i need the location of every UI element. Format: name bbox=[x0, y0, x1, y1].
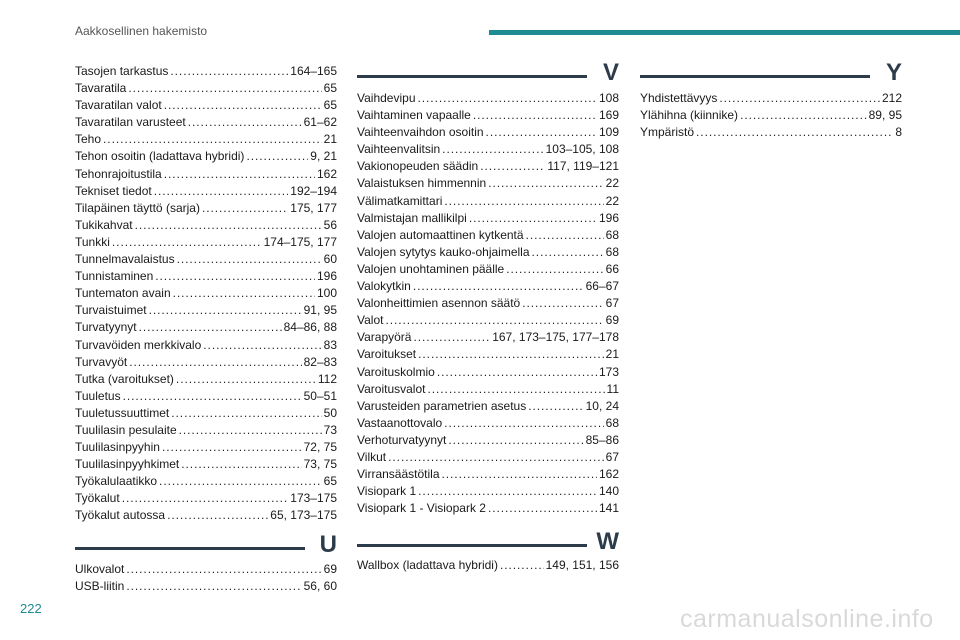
index-term: Wallbox (ladattava hybridi) bbox=[357, 558, 498, 572]
dot-leader bbox=[188, 114, 302, 131]
index-term: Valojen unohtaminen päälle bbox=[357, 261, 505, 276]
dot-leader bbox=[719, 90, 880, 107]
index-term: Tuulilasinpyyhin bbox=[75, 440, 160, 455]
index-term: Työkalulaatikko bbox=[75, 474, 158, 489]
section-header-v bbox=[357, 59, 619, 89]
dot-leader bbox=[181, 456, 301, 473]
page-reference[interactable]: 173–175 bbox=[290, 491, 337, 506]
index-term: Vaihteenvalitsin bbox=[357, 142, 441, 157]
index-entry[interactable] bbox=[357, 107, 619, 124]
dot-leader bbox=[480, 158, 545, 175]
page-reference[interactable]: 21 bbox=[323, 132, 337, 147]
index-section-v bbox=[357, 90, 619, 517]
index-term: Ulkovalot bbox=[75, 562, 125, 576]
page-reference[interactable]: 73 bbox=[323, 422, 337, 437]
page-reference[interactable]: 22 bbox=[605, 193, 619, 208]
index-entry[interactable] bbox=[357, 278, 619, 295]
dot-leader bbox=[444, 193, 603, 210]
index-term: Varoitusvalot bbox=[357, 381, 426, 396]
page-reference[interactable]: 173 bbox=[598, 364, 619, 379]
dot-leader bbox=[246, 148, 308, 165]
dot-leader bbox=[149, 302, 302, 319]
index-entry[interactable] bbox=[357, 261, 619, 278]
index-term: Ympäristö bbox=[640, 125, 695, 140]
page-reference[interactable]: 72, 75 bbox=[303, 440, 337, 455]
index-entry[interactable] bbox=[357, 90, 619, 107]
index-entry[interactable] bbox=[357, 227, 619, 244]
page-reference[interactable]: 68 bbox=[605, 244, 619, 259]
index-term: Tuuletus bbox=[75, 388, 121, 403]
index-term: Vaihteenvaihdon osoitin bbox=[357, 125, 484, 140]
dot-leader bbox=[528, 398, 583, 415]
index-term: Visiopark 1 - Visiopark 2 bbox=[357, 501, 486, 516]
index-entry[interactable] bbox=[357, 466, 619, 483]
index-term: Varusteiden parametrien asetus bbox=[357, 398, 527, 413]
page-reference[interactable]: 140 bbox=[598, 484, 619, 499]
page-reference[interactable]: 68 bbox=[605, 227, 619, 242]
page-reference[interactable]: 174–175, 177 bbox=[263, 234, 337, 249]
index-term: Tavaratila bbox=[75, 81, 127, 96]
index-entry[interactable] bbox=[75, 439, 337, 456]
index-entry[interactable] bbox=[357, 432, 619, 449]
index-section-u bbox=[75, 561, 337, 595]
index-term: Välimatkamittari bbox=[357, 193, 443, 208]
dot-leader bbox=[103, 131, 322, 148]
page-reference[interactable]: 50 bbox=[323, 405, 337, 420]
page-reference[interactable]: 21 bbox=[605, 347, 619, 362]
index-term: Työkalut autossa bbox=[75, 508, 166, 523]
index-entry[interactable] bbox=[75, 97, 337, 114]
index-entry[interactable] bbox=[640, 107, 902, 124]
page-reference[interactable]: 100 bbox=[316, 286, 337, 301]
dot-leader bbox=[486, 124, 597, 141]
index-entry[interactable] bbox=[357, 124, 619, 141]
dot-leader bbox=[413, 278, 584, 295]
page-reference[interactable]: 65, 173–175 bbox=[270, 508, 337, 523]
index-entry[interactable] bbox=[75, 561, 337, 578]
index-term: Valonheittimien asennon säätö bbox=[357, 296, 521, 311]
page-reference[interactable]: 65 bbox=[323, 81, 337, 96]
dot-leader bbox=[112, 234, 262, 251]
index-term: Ylähihna (kiinnike) bbox=[640, 108, 739, 123]
page-reference[interactable]: 83 bbox=[323, 337, 337, 352]
index-entry[interactable] bbox=[357, 193, 619, 210]
index-term: Tekniset tiedot bbox=[75, 183, 152, 198]
dot-leader bbox=[385, 312, 603, 329]
section-rule bbox=[357, 75, 587, 78]
section-header-y bbox=[640, 59, 902, 89]
dot-leader bbox=[177, 251, 322, 268]
page-reference[interactable]: 117, 119–121 bbox=[547, 159, 619, 174]
index-term: Tehon osoitin (ladattava hybridi) bbox=[75, 149, 245, 164]
page-reference[interactable]: 9, 21 bbox=[310, 149, 337, 164]
dot-leader bbox=[179, 422, 322, 439]
page-reference[interactable]: 66–67 bbox=[585, 279, 619, 294]
index-entry[interactable] bbox=[357, 329, 619, 346]
index-term: Vilkut bbox=[357, 449, 387, 464]
index-entry[interactable] bbox=[75, 131, 337, 148]
index-entry[interactable] bbox=[75, 405, 337, 422]
index-term: Vaihtaminen vapaalle bbox=[357, 108, 471, 123]
dot-leader bbox=[135, 217, 322, 234]
index-term: Tunnistaminen bbox=[75, 269, 154, 284]
index-entry[interactable] bbox=[75, 234, 337, 251]
dot-leader bbox=[129, 354, 301, 371]
index-term: Valokytkin bbox=[357, 279, 411, 294]
index-entry[interactable] bbox=[75, 422, 337, 439]
dot-leader bbox=[488, 500, 597, 517]
dot-leader bbox=[162, 439, 302, 456]
index-term: Tukikahvat bbox=[75, 217, 133, 232]
index-entry[interactable] bbox=[640, 124, 902, 141]
index-entry[interactable] bbox=[357, 483, 619, 500]
dot-leader bbox=[532, 244, 604, 261]
page-reference[interactable]: 91, 95 bbox=[303, 303, 337, 318]
dot-leader bbox=[696, 124, 893, 141]
dot-leader bbox=[448, 432, 583, 449]
index-term: Tuulilasinpyyhkimet bbox=[75, 457, 180, 472]
page-reference[interactable]: 89, 95 bbox=[868, 108, 902, 123]
index-entry[interactable] bbox=[75, 63, 337, 80]
dot-leader bbox=[469, 210, 597, 227]
dot-leader bbox=[173, 285, 315, 302]
index-term: Visiopark 1 bbox=[357, 484, 417, 499]
page-reference[interactable]: 67 bbox=[605, 449, 619, 464]
index-term: Valojen automaattinen kytkentä bbox=[357, 227, 524, 242]
page-reference[interactable]: 68 bbox=[605, 415, 619, 430]
index-entry[interactable] bbox=[75, 371, 337, 388]
index-term: Varoituskolmio bbox=[357, 364, 435, 379]
index-entry[interactable] bbox=[357, 398, 619, 415]
header-accent-bar bbox=[489, 30, 960, 35]
index-term: Valojen sytytys kauko-ohjaimella bbox=[357, 244, 530, 259]
index-term: Turvaistuimet bbox=[75, 303, 147, 318]
dot-leader bbox=[388, 449, 604, 466]
dot-leader bbox=[488, 175, 603, 192]
page-reference[interactable]: 212 bbox=[881, 91, 902, 105]
page-reference[interactable]: 112 bbox=[317, 371, 337, 386]
index-term: Tunkki bbox=[75, 234, 110, 249]
index-entry[interactable] bbox=[75, 148, 337, 165]
dot-leader bbox=[159, 473, 322, 490]
dot-leader bbox=[123, 388, 302, 405]
page-number: 222 bbox=[20, 601, 42, 616]
page-reference[interactable]: 196 bbox=[316, 269, 337, 284]
index-entry[interactable] bbox=[357, 158, 619, 175]
index-term: Vaihdevipu bbox=[357, 91, 416, 105]
index-entry[interactable] bbox=[357, 295, 619, 312]
page-reference[interactable]: 103–105, 108 bbox=[545, 142, 619, 157]
index-term: Varapyörä bbox=[357, 330, 412, 345]
dot-leader bbox=[139, 319, 282, 336]
page-reference[interactable]: 196 bbox=[598, 210, 619, 225]
index-entry[interactable] bbox=[75, 200, 337, 217]
index-entry[interactable] bbox=[75, 388, 337, 405]
page-reference[interactable]: 61–62 bbox=[303, 115, 337, 130]
dot-leader bbox=[500, 557, 544, 574]
dot-leader bbox=[526, 227, 604, 244]
index-term: Virransäästötila bbox=[357, 467, 440, 482]
index-term: Teho bbox=[75, 132, 102, 147]
page-reference[interactable]: 167, 173–175, 177–178 bbox=[492, 330, 619, 345]
section-letter: U bbox=[319, 531, 337, 558]
index-term: Tunnelmavalaistus bbox=[75, 252, 175, 267]
page-reference[interactable]: 69 bbox=[323, 562, 337, 576]
section-letter: W bbox=[596, 528, 619, 555]
page-reference[interactable]: 109 bbox=[598, 125, 619, 140]
dot-leader bbox=[170, 63, 288, 80]
header-title: Aakkosellinen hakemisto bbox=[75, 24, 208, 38]
index-entry[interactable] bbox=[75, 217, 337, 234]
dot-leader bbox=[126, 561, 321, 578]
index-entry[interactable] bbox=[75, 319, 337, 336]
page-reference[interactable]: 162 bbox=[598, 467, 619, 482]
index-term: Varoitukset bbox=[357, 347, 417, 362]
index-term: Valot bbox=[357, 313, 384, 328]
dot-leader bbox=[155, 268, 315, 285]
index-entry[interactable] bbox=[357, 175, 619, 192]
index-term: Valaistuksen himmennin bbox=[357, 176, 487, 191]
dot-leader bbox=[442, 141, 543, 158]
index-entry[interactable] bbox=[75, 337, 337, 354]
index-entry[interactable] bbox=[357, 244, 619, 261]
index-entry[interactable] bbox=[75, 354, 337, 371]
page-reference[interactable]: 169 bbox=[598, 108, 619, 123]
dot-leader bbox=[176, 371, 316, 388]
index-term: Yhdistettävyys bbox=[640, 91, 718, 105]
dot-leader bbox=[444, 415, 603, 432]
dot-leader bbox=[418, 346, 604, 363]
index-entry[interactable] bbox=[357, 346, 619, 363]
index-column-1 bbox=[75, 63, 337, 525]
index-term: Vakionopeuden säädin bbox=[357, 159, 479, 174]
index-entry[interactable] bbox=[75, 490, 337, 507]
dot-leader bbox=[413, 329, 490, 346]
dot-leader bbox=[122, 490, 289, 507]
page-reference[interactable]: 108 bbox=[598, 91, 619, 105]
dot-leader bbox=[473, 107, 597, 124]
index-term: Turvavyöt bbox=[75, 354, 128, 369]
index-entry[interactable] bbox=[75, 302, 337, 319]
dot-leader bbox=[202, 200, 288, 217]
page-reference[interactable]: 67 bbox=[605, 296, 619, 311]
dot-leader bbox=[164, 97, 322, 114]
page-reference[interactable]: 66 bbox=[605, 261, 619, 276]
index-term: Tuntematon avain bbox=[75, 286, 171, 301]
dot-leader bbox=[164, 166, 315, 183]
section-rule bbox=[640, 75, 870, 78]
index-entry[interactable] bbox=[75, 578, 337, 595]
index-term: Tutka (varoitukset) bbox=[75, 371, 174, 386]
index-entry[interactable] bbox=[357, 500, 619, 517]
dot-leader bbox=[126, 578, 301, 595]
page-reference[interactable]: 65 bbox=[323, 474, 337, 489]
dot-leader bbox=[740, 107, 867, 124]
dot-leader bbox=[522, 295, 603, 312]
dot-leader bbox=[128, 80, 321, 97]
page-reference[interactable]: 10, 24 bbox=[585, 398, 619, 413]
index-entry[interactable] bbox=[357, 381, 619, 398]
index-term: Verhoturvatyynyt bbox=[357, 432, 447, 447]
index-term: Tehonrajoitustila bbox=[75, 166, 162, 181]
page-reference[interactable]: 149, 151, 156 bbox=[545, 558, 619, 572]
index-term: Turvatyynyt bbox=[75, 320, 137, 335]
dot-leader bbox=[171, 405, 321, 422]
page-reference[interactable]: 73, 75 bbox=[303, 457, 337, 472]
page-reference[interactable]: 175, 177 bbox=[290, 200, 337, 215]
page-reference[interactable]: 162 bbox=[316, 166, 337, 181]
page-reference[interactable]: 164–165 bbox=[290, 64, 337, 78]
index-section-w bbox=[357, 557, 619, 574]
index-entry[interactable] bbox=[75, 183, 337, 200]
index-term: Tasojen tarkastus bbox=[75, 64, 169, 78]
index-entry[interactable] bbox=[640, 90, 902, 107]
index-entry[interactable] bbox=[75, 456, 337, 473]
dot-leader bbox=[418, 90, 597, 107]
page-reference[interactable]: 85–86 bbox=[585, 432, 619, 447]
index-entry[interactable] bbox=[357, 141, 619, 158]
section-header-w bbox=[357, 528, 619, 558]
page-reference[interactable]: 65 bbox=[323, 98, 337, 113]
index-entry[interactable] bbox=[357, 210, 619, 227]
index-term: Työkalut bbox=[75, 491, 120, 506]
section-letter: V bbox=[602, 59, 619, 86]
page-reference[interactable]: 69 bbox=[605, 313, 619, 328]
index-term: Valmistajan mallikilpi bbox=[357, 210, 467, 225]
index-entry[interactable] bbox=[75, 80, 337, 97]
section-rule bbox=[75, 547, 305, 550]
dot-leader bbox=[427, 381, 604, 398]
watermark: carmanualsonline.info bbox=[680, 605, 934, 633]
dot-leader bbox=[418, 483, 597, 500]
dot-leader bbox=[442, 466, 597, 483]
dot-leader bbox=[437, 364, 597, 381]
index-entry[interactable] bbox=[75, 473, 337, 490]
index-term: Tavaratilan valot bbox=[75, 98, 162, 113]
page-reference[interactable]: 56, 60 bbox=[303, 579, 337, 594]
page-reference[interactable]: 82–83 bbox=[303, 354, 337, 369]
index-entry[interactable] bbox=[75, 251, 337, 268]
index-entry[interactable] bbox=[357, 449, 619, 466]
index-entry[interactable] bbox=[75, 268, 337, 285]
section-rule bbox=[357, 544, 587, 547]
index-entry[interactable] bbox=[357, 312, 619, 329]
index-term: Tuuletussuuttimet bbox=[75, 405, 170, 420]
page-reference[interactable]: 8 bbox=[895, 125, 902, 140]
index-term: Vastaanottovalo bbox=[357, 415, 443, 430]
section-letter: Y bbox=[885, 59, 902, 86]
dot-leader bbox=[203, 337, 321, 354]
index-entry[interactable] bbox=[75, 114, 337, 131]
index-term: Tilapäinen täyttö (sarja) bbox=[75, 200, 200, 215]
dot-leader bbox=[167, 507, 268, 524]
index-section-y bbox=[640, 90, 902, 141]
page-reference[interactable]: 56 bbox=[323, 217, 337, 232]
index-term: Tuulilasin pesulaite bbox=[75, 422, 177, 437]
index-entry[interactable] bbox=[357, 364, 619, 381]
page-reference[interactable]: 84–86, 88 bbox=[283, 320, 337, 335]
page-reference[interactable]: 22 bbox=[605, 176, 619, 191]
index-entry[interactable] bbox=[75, 507, 337, 524]
page-reference[interactable]: 11 bbox=[606, 381, 619, 396]
page-reference[interactable]: 60 bbox=[323, 252, 337, 267]
index-entry[interactable] bbox=[357, 557, 619, 574]
index-entry[interactable] bbox=[75, 166, 337, 183]
dot-leader bbox=[154, 183, 289, 200]
index-entry[interactable] bbox=[357, 415, 619, 432]
index-term: USB-liitin bbox=[75, 579, 125, 594]
page-reference[interactable]: 141 bbox=[598, 501, 619, 516]
page-reference[interactable]: 192–194 bbox=[290, 183, 337, 198]
index-entry[interactable] bbox=[75, 285, 337, 302]
page-reference[interactable]: 50–51 bbox=[303, 388, 337, 403]
index-term: Turvavöiden merkkivalo bbox=[75, 337, 202, 352]
section-header-u bbox=[75, 531, 337, 561]
dot-leader bbox=[506, 261, 603, 278]
index-term: Tavaratilan varusteet bbox=[75, 115, 186, 130]
